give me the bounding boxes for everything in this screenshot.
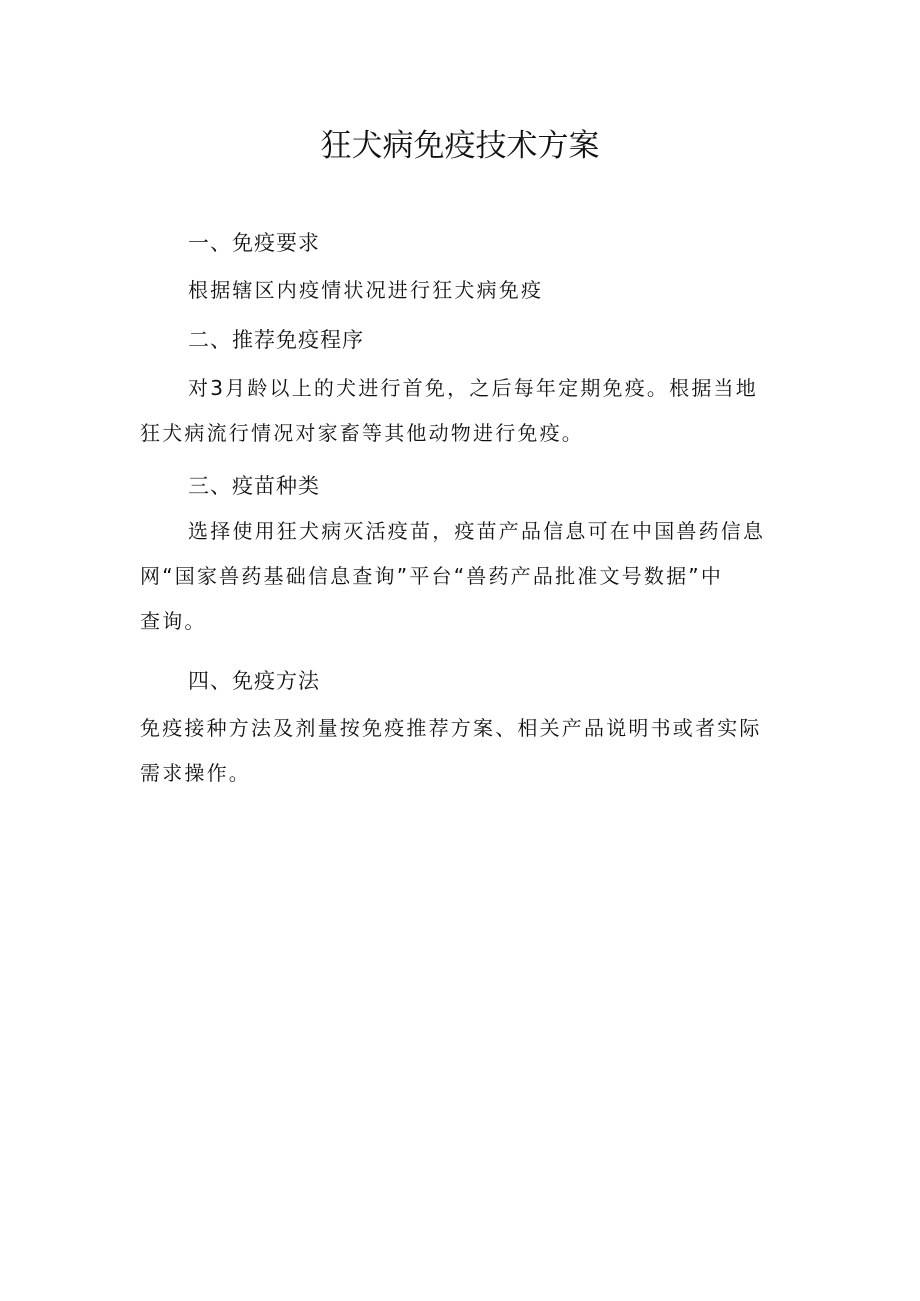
section-4-line-2: 需求操作。: [140, 761, 251, 785]
section-3-line-2: 网“国家兽药基础信息查询”平台“兽药产品批准文号数据”中: [140, 564, 724, 588]
section-2-body: [140, 366, 781, 456]
section-heading-4: 四、免疫方法: [188, 669, 320, 693]
section-4-body: [140, 706, 781, 796]
section-4-line-1: 免疫接种方法及剂量按免疫推荐方案、相关产品说明书或者实际: [140, 716, 762, 740]
section-1-line-1: 根据辖区内疫情状况进行狂犬病免疫: [188, 278, 544, 302]
section-heading-3: 三、疫苗种类: [188, 474, 320, 498]
section-heading-1: 一、免疫要求: [188, 231, 320, 255]
section-3-line-3: 查询。: [140, 609, 207, 633]
section-2-line-1: 对3月龄以上的犬进行首免，之后每年定期免疫。根据当地: [188, 376, 758, 400]
document-title: 狂犬病免疫技术方案: [320, 128, 600, 164]
section-3-body: [140, 509, 781, 644]
section-1-body: [188, 268, 788, 313]
section-2-line-2: 狂犬病流行情况对家畜等其他动物进行免疫。: [140, 421, 584, 445]
section-heading-2: 二、推荐免疫程序: [188, 328, 364, 352]
section-3-line-1: 选择使用狂犬病灭活疫苗，疫苗产品信息可在中国兽药信息: [188, 519, 766, 543]
